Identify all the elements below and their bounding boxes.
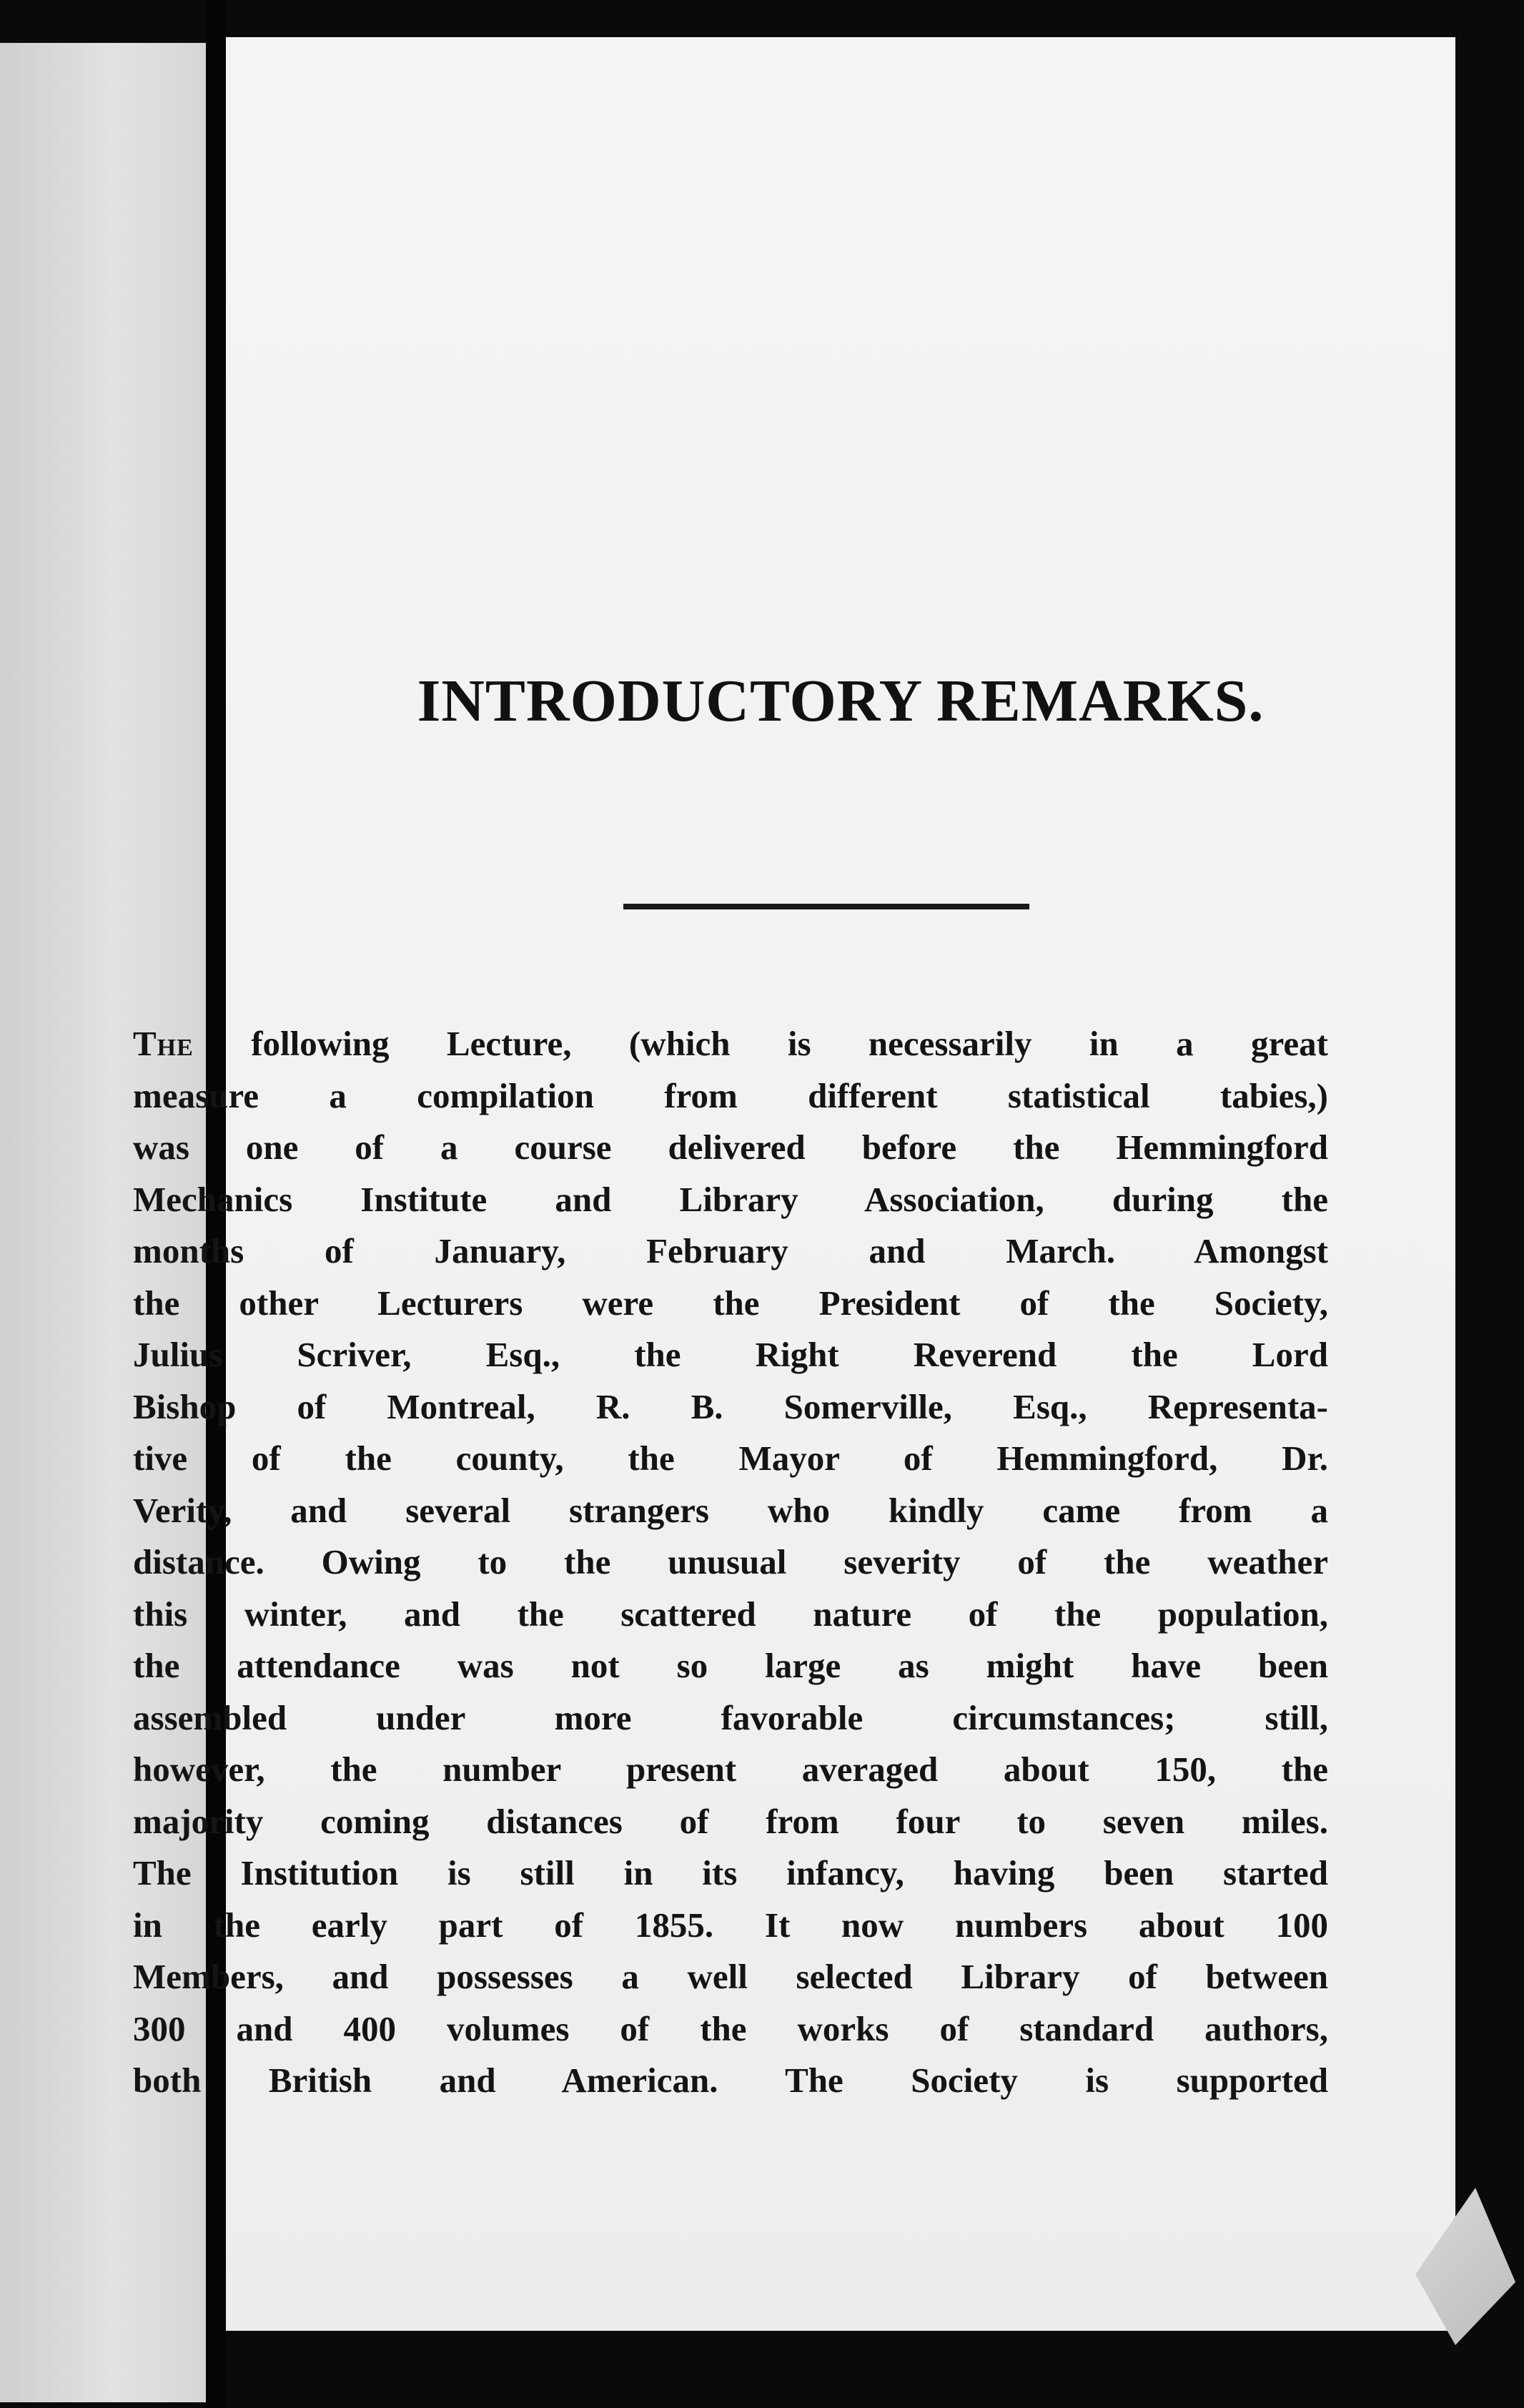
body-paragraph	[133, 1018, 1328, 2107]
text-line: assembled under more favorable circumstances; still,	[133, 1697, 1328, 1737]
text-line: was one of a course delivered before the Hemmingford	[133, 1127, 1328, 1167]
text-line: tive of the county, the Mayor of Hemmingford, Dr.	[133, 1439, 1328, 1478]
text-line: in the early part of 1855. It now numbers about 100	[133, 1905, 1328, 1945]
lead-word: The	[133, 1024, 194, 1063]
text-line: The following Lecture, (which is necessarily in a great	[133, 1024, 1328, 1063]
text-line: months of January, February and March. Amongst	[133, 1231, 1328, 1270]
text-line: majority coming distances of from four to seven miles.	[133, 1801, 1328, 1841]
text-line: the attendance was not so large as might have been	[133, 1646, 1328, 1685]
text-line: The Institution is still in its infancy, having been started	[133, 1853, 1328, 1893]
text-line: this winter, and the scattered nature of the population,	[133, 1594, 1328, 1634]
text-line: Bishop of Montreal, R. B. Somerville, Esq., Representa-	[133, 1386, 1328, 1426]
text-line: 300 and 400 volumes of the works of standard authors,	[133, 2008, 1328, 2048]
text-line: both British and American. The Society is supported	[133, 2061, 1328, 2100]
text-line: the other Lecturers were the President of the Society,	[133, 1283, 1328, 1323]
text-line: measure a compilation from different statistical tabies,)	[133, 1075, 1328, 1115]
text-line: Members, and possesses a well selected Library of between	[133, 1957, 1328, 1996]
page-title: INTRODUCTORY REMARKS.	[417, 668, 1265, 734]
text-line: distance. Owing to the unusual severity of the weather	[133, 1542, 1328, 1582]
page-edge-shadow	[1455, 37, 1524, 2408]
text-line: Mechanics Institute and Library Association, during the	[133, 1179, 1328, 1219]
text-line: Julius Scriver, Esq., the Right Reverend the Lord	[133, 1335, 1328, 1374]
title-rule	[623, 904, 1029, 909]
text-line: however, the number present averaged about 150, the	[133, 1750, 1328, 1789]
text-line: Verity, and several strangers who kindly came from a	[133, 1490, 1328, 1530]
